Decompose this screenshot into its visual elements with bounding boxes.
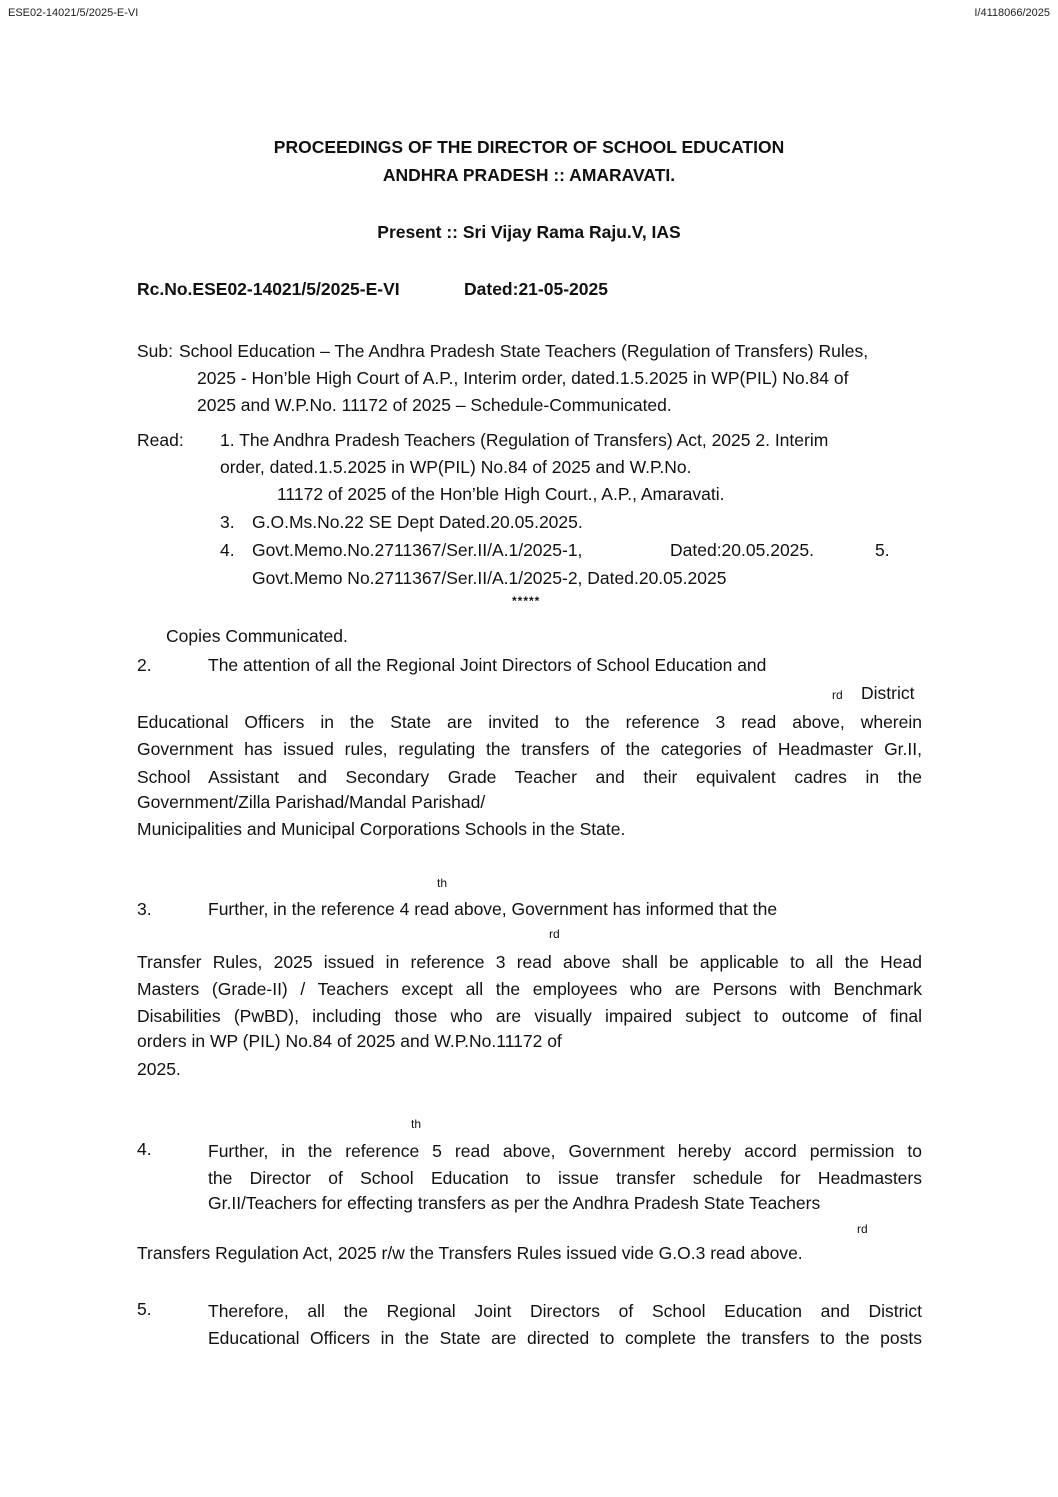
para3-superscript-rd: rd bbox=[549, 927, 560, 941]
read-line2: order, dated.1.5.2025 in WP(PIL) No.84 of 2025 and W.P.No. bbox=[220, 457, 692, 477]
para3-superscript-th: th bbox=[437, 876, 448, 890]
para3-line3: Masters (Grade-II) / Teachers except all the employees who are Persons with Benchmark bbox=[137, 979, 922, 999]
para5-line1: Therefore, all the Regional Joint Directors of School Education and District bbox=[208, 1301, 922, 1321]
title-line2: ANDHRA PRADESH :: AMARAVATI. bbox=[382, 165, 676, 185]
copies-communicated: Copies Communicated. bbox=[166, 626, 348, 646]
para3-line6: 2025. bbox=[137, 1059, 181, 1079]
para4-line4: Transfers Regulation Act, 2025 r/w the Transfers Rules issued vide G.O.3 read above. bbox=[137, 1243, 803, 1263]
read-item5-num: 5. bbox=[875, 540, 890, 560]
para3-line4: Disabilities (PwBD), including those who are visually impaired subject to outcome of final bbox=[137, 1006, 922, 1026]
read-item3: G.O.Ms.No.22 SE Dept Dated.20.05.2025. bbox=[252, 512, 583, 532]
para4-number: 4. bbox=[137, 1139, 152, 1159]
read-item3-num: 3. bbox=[220, 512, 235, 532]
para4-superscript-th: th bbox=[411, 1117, 422, 1131]
para5-number: 5. bbox=[137, 1299, 152, 1319]
para2-superscript-rd: rd bbox=[832, 688, 843, 702]
para2-line6: Municipalities and Municipal Corporations Schools in the State. bbox=[137, 819, 626, 839]
subject-line1: School Education – The Andhra Pradesh State Teachers (Regulation of Transfers) Rules, bbox=[179, 341, 869, 361]
para5-line2: Educational Officers in the State are directed to complete the transfers to the posts bbox=[208, 1328, 922, 1348]
para2-number: 2. bbox=[137, 655, 152, 675]
read-label: Read: bbox=[137, 430, 184, 450]
subject-line3: 2025 and W.P.No. 11172 of 2025 – Schedule-Communicated. bbox=[197, 395, 672, 415]
para4-line3: Gr.II/Teachers for effecting transfers as per the Andhra Pradesh State Teachers bbox=[208, 1193, 821, 1213]
read-item4-num: 4. bbox=[220, 540, 235, 560]
title-line1: PROCEEDINGS OF THE DIRECTOR OF SCHOOL EDUCATION bbox=[273, 137, 785, 157]
para3-line1: Further, in the reference 4 read above, Government has informed that the bbox=[208, 899, 778, 919]
header-left-ref: ESE02-14021/5/2025-E-VI bbox=[8, 7, 139, 19]
rc-number: Rc.No.ESE02-14021/5/2025-E-VI bbox=[137, 279, 400, 299]
read-item4-ref: Govt.Memo.No.2711367/Ser.II/A.1/2025-1, bbox=[252, 540, 583, 560]
read-item5: Govt.Memo No.2711367/Ser.II/A.1/2025-2, Dated.20.05.2025 bbox=[252, 568, 727, 588]
subject-label: Sub: bbox=[137, 341, 173, 361]
dated: Dated:21-05-2025 bbox=[464, 279, 608, 299]
para4-superscript-rd: rd bbox=[857, 1222, 868, 1236]
read-item4-date: Dated:20.05.2025. bbox=[670, 540, 815, 560]
para2-line5: Government/Zilla Parishad/Mandal Parishad/ bbox=[137, 792, 486, 812]
para2-line1: The attention of all the Regional Joint Directors of School Education and bbox=[208, 655, 767, 675]
read-line3: 11172 of 2025 of the Hon’ble High Court., A.P., Amaravati. bbox=[277, 484, 725, 504]
header-right-ref: I/4118066/2025 bbox=[974, 7, 1050, 19]
read-line1: 1. The Andhra Pradesh Teachers (Regulation of Transfers) Act, 2025 2. Interim bbox=[220, 430, 829, 450]
present-line: Present :: Sri Vijay Rama Raju.V, IAS bbox=[377, 222, 681, 242]
para3-line2: Transfer Rules, 2025 issued in reference 3 read above shall be applicable to all the Head bbox=[137, 952, 922, 972]
para2-line4: School Assistant and Secondary Grade Teacher and their equivalent cadres in the bbox=[137, 767, 922, 787]
para4-line1: Further, in the reference 5 read above, Government hereby accord permission to bbox=[208, 1141, 922, 1161]
para2-district: District bbox=[861, 683, 915, 703]
subject-line2: 2025 - Hon’ble High Court of A.P., Interim order, dated.1.5.2025 in WP(PIL) No.84 of bbox=[197, 368, 849, 388]
para2-line2: Educational Officers in the State are invited to the reference 3 read above, wherein bbox=[137, 712, 922, 732]
separator-stars: ***** bbox=[512, 594, 541, 608]
para3-line5: orders in WP (PIL) No.84 of 2025 and W.P.No.11172 of bbox=[137, 1031, 562, 1051]
para3-number: 3. bbox=[137, 899, 152, 919]
para2-line3: Government has issued rules, regulating the transfers of the categories of Headmaster Gr.II, bbox=[137, 739, 922, 759]
para4-line2: the Director of School Education to issue transfer schedule for Headmasters bbox=[208, 1168, 922, 1188]
